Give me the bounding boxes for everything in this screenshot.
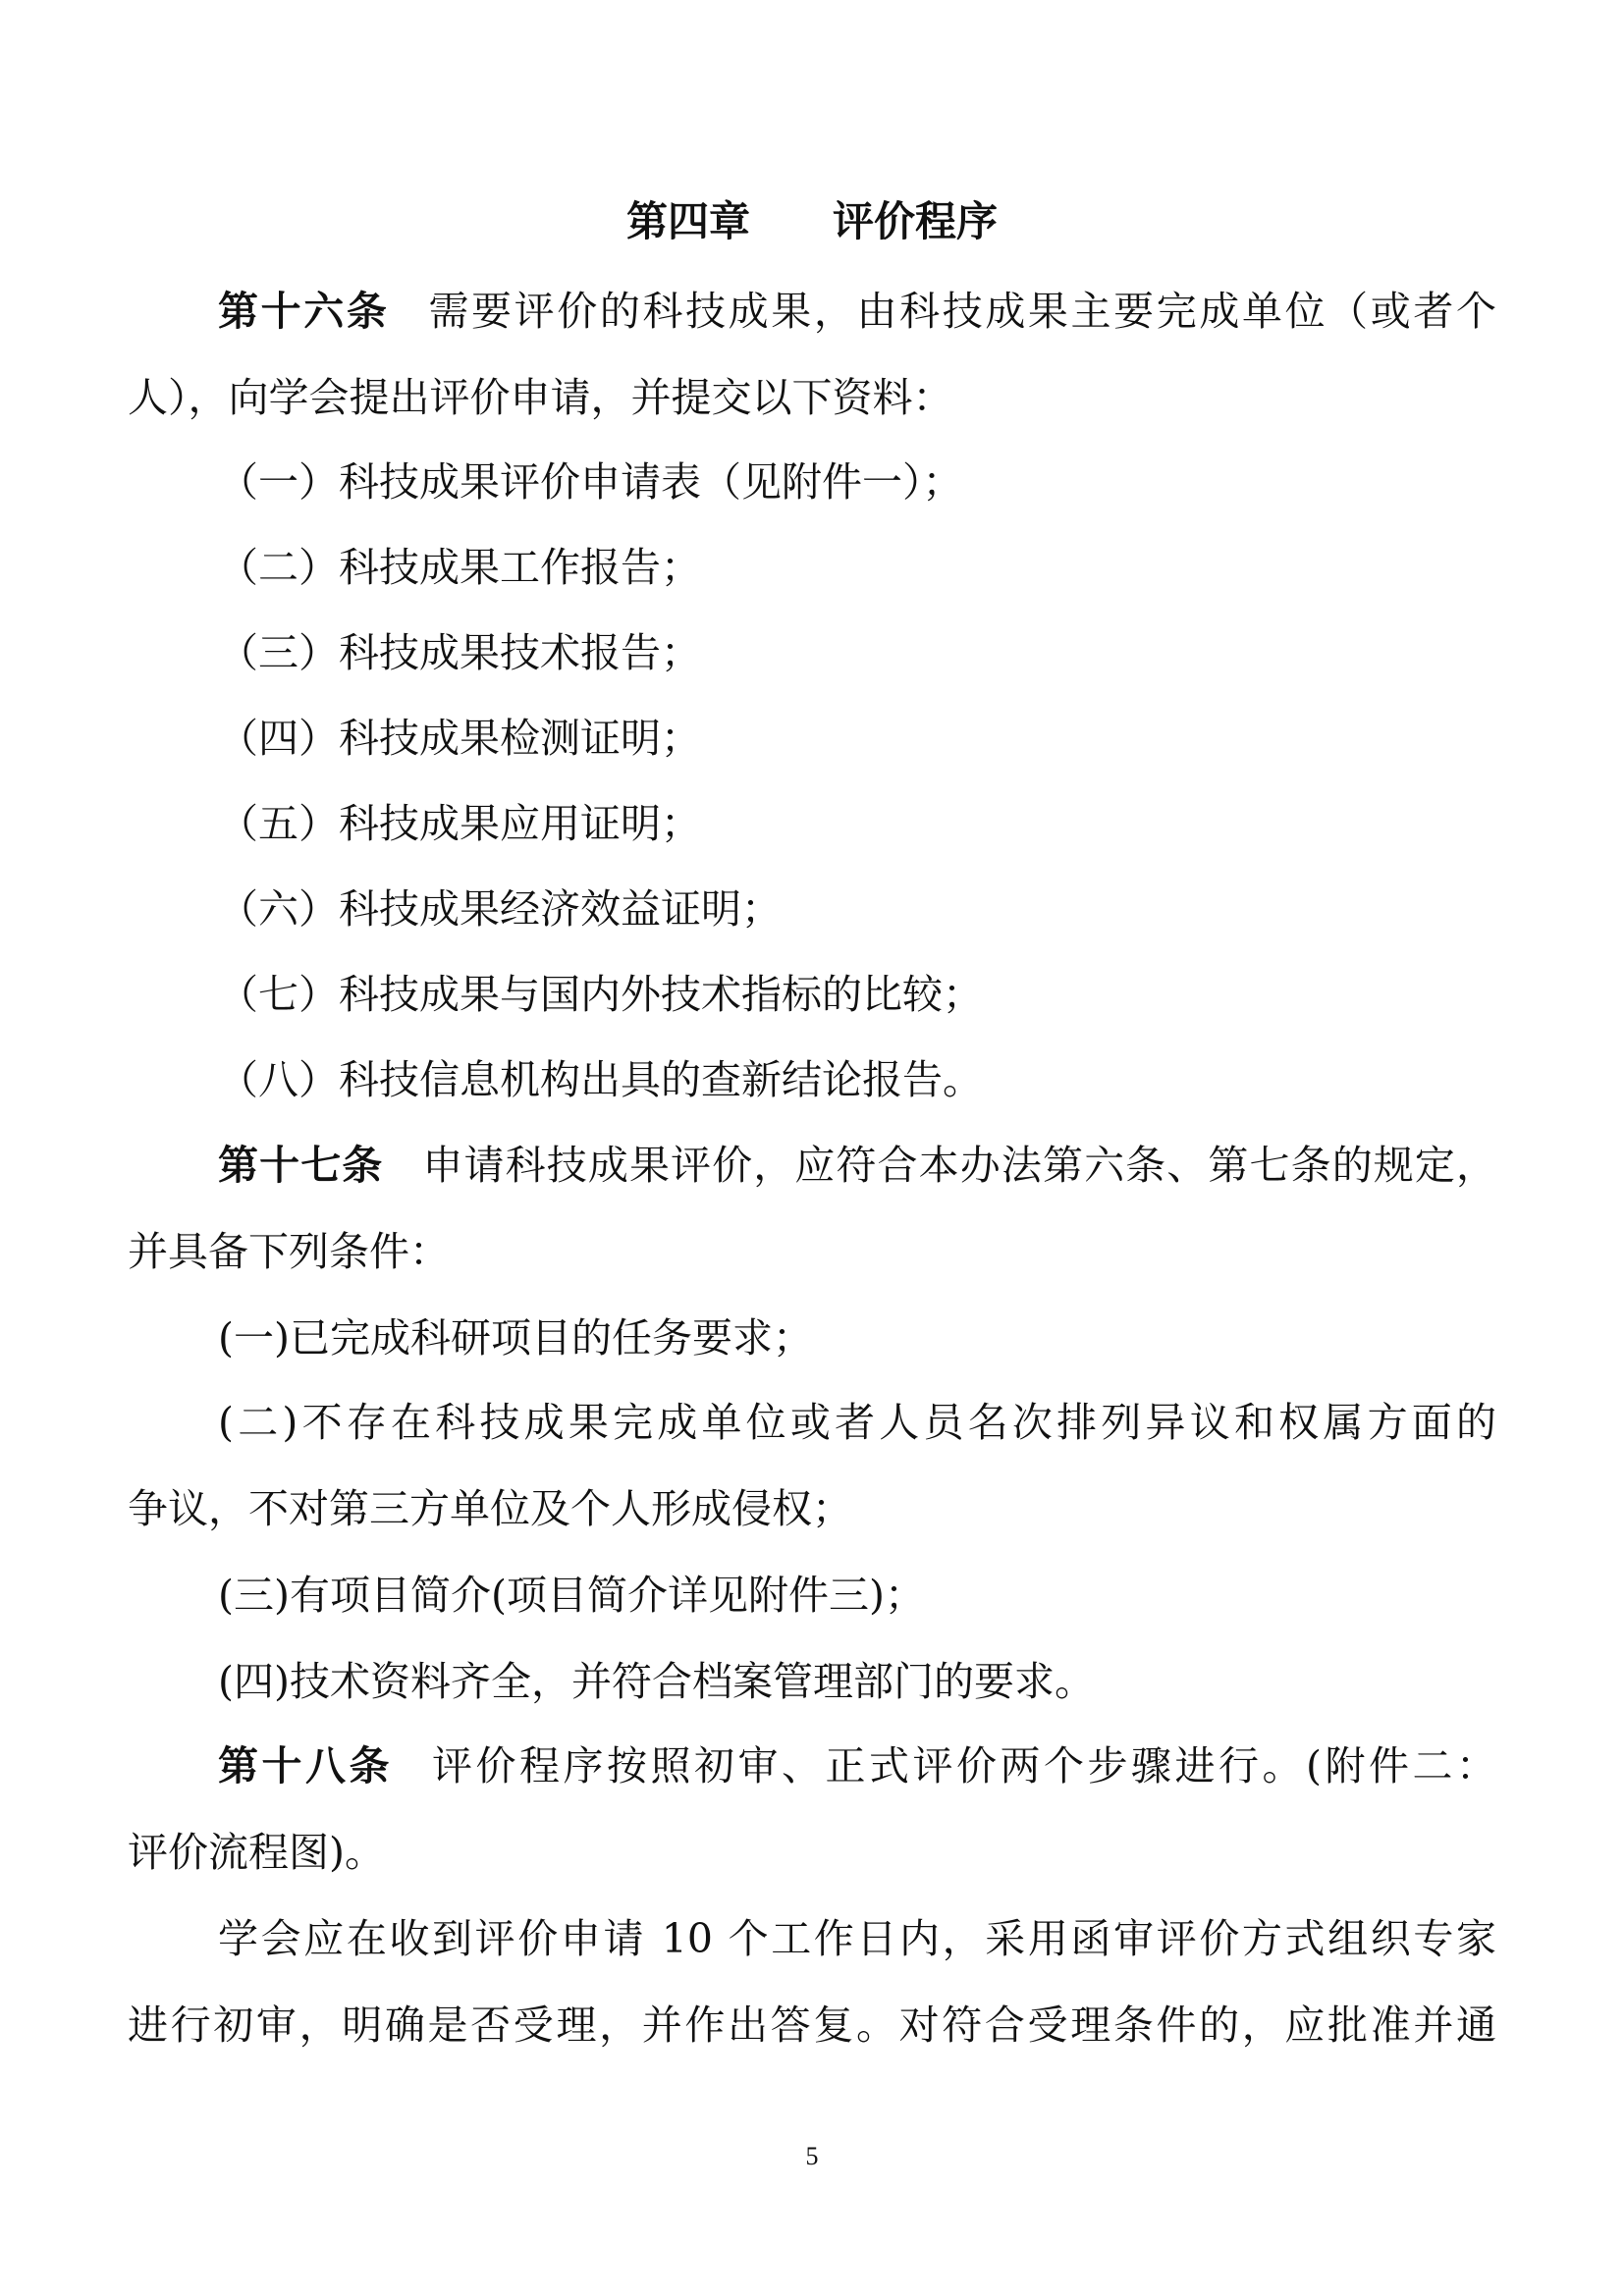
list-item: (一)已完成科研项目的任务要求；	[218, 1314, 813, 1362]
art18-line2: 评价流程图)。	[128, 1829, 385, 1876]
paragraph-line: 进行初审，明确是否受理，并作出答复。对符合受理条件的，应批准并通	[128, 2002, 1496, 2049]
article-label: 第十八条	[218, 1742, 393, 1789]
list-item-continuation: 争议，不对第三方单位及个人形成侵权；	[128, 1485, 852, 1532]
art18-text: 评价程序按照初审、正式评价两个步骤进行。(附件二：	[432, 1742, 1496, 1789]
art18-line1	[218, 1737, 1496, 1794]
list-item: （三）科技成果技术报告；	[218, 629, 701, 676]
page-number: 5	[805, 2142, 819, 2170]
list-item: (四)技术资料齐全，并符合档案管理部门的要求。	[218, 1658, 1095, 1705]
list-item: （六）科技成果经济效益证明；	[218, 885, 782, 933]
list-item: (三)有项目简介(项目简介详见附件三)；	[218, 1572, 925, 1619]
art17-text: 申请科技成果评价，应符合本办法第六条、第七条的规定，	[422, 1142, 1497, 1189]
list-item: （七）科技成果与国内外技术指标的比较；	[218, 971, 983, 1018]
art16-line2: 人），向学会提出评价申请，并提交以下资料：	[128, 374, 953, 421]
chapter-title: 第四章 评价程序	[625, 197, 998, 245]
art17-line1	[218, 1137, 1496, 1194]
list-item: （四）科技成果检测证明；	[218, 715, 701, 762]
list-item: （五）科技成果应用证明；	[218, 800, 701, 847]
art16-text: 需要评价的科技成果，由科技成果主要完成单位（或者个	[428, 288, 1497, 335]
list-item: （二）科技成果工作报告；	[218, 544, 701, 591]
paragraph-line: 学会应在收到评价申请 10 个工作日内，采用函审评价方式组织专家	[218, 1915, 1496, 1962]
list-item: （一）科技成果评价申请表（见附件一）；	[218, 458, 963, 506]
list-item: （八）科技信息机构出具的查新结论报告。	[218, 1056, 983, 1103]
art16-line1	[218, 283, 1496, 340]
article-label: 第十七条	[218, 1142, 384, 1189]
article-label: 第十六条	[218, 288, 390, 335]
art17-line2: 并具备下列条件：	[128, 1228, 450, 1275]
list-item: (二)不存在科技成果完成单位或者人员名次排列异议和权属方面的	[218, 1399, 1496, 1446]
